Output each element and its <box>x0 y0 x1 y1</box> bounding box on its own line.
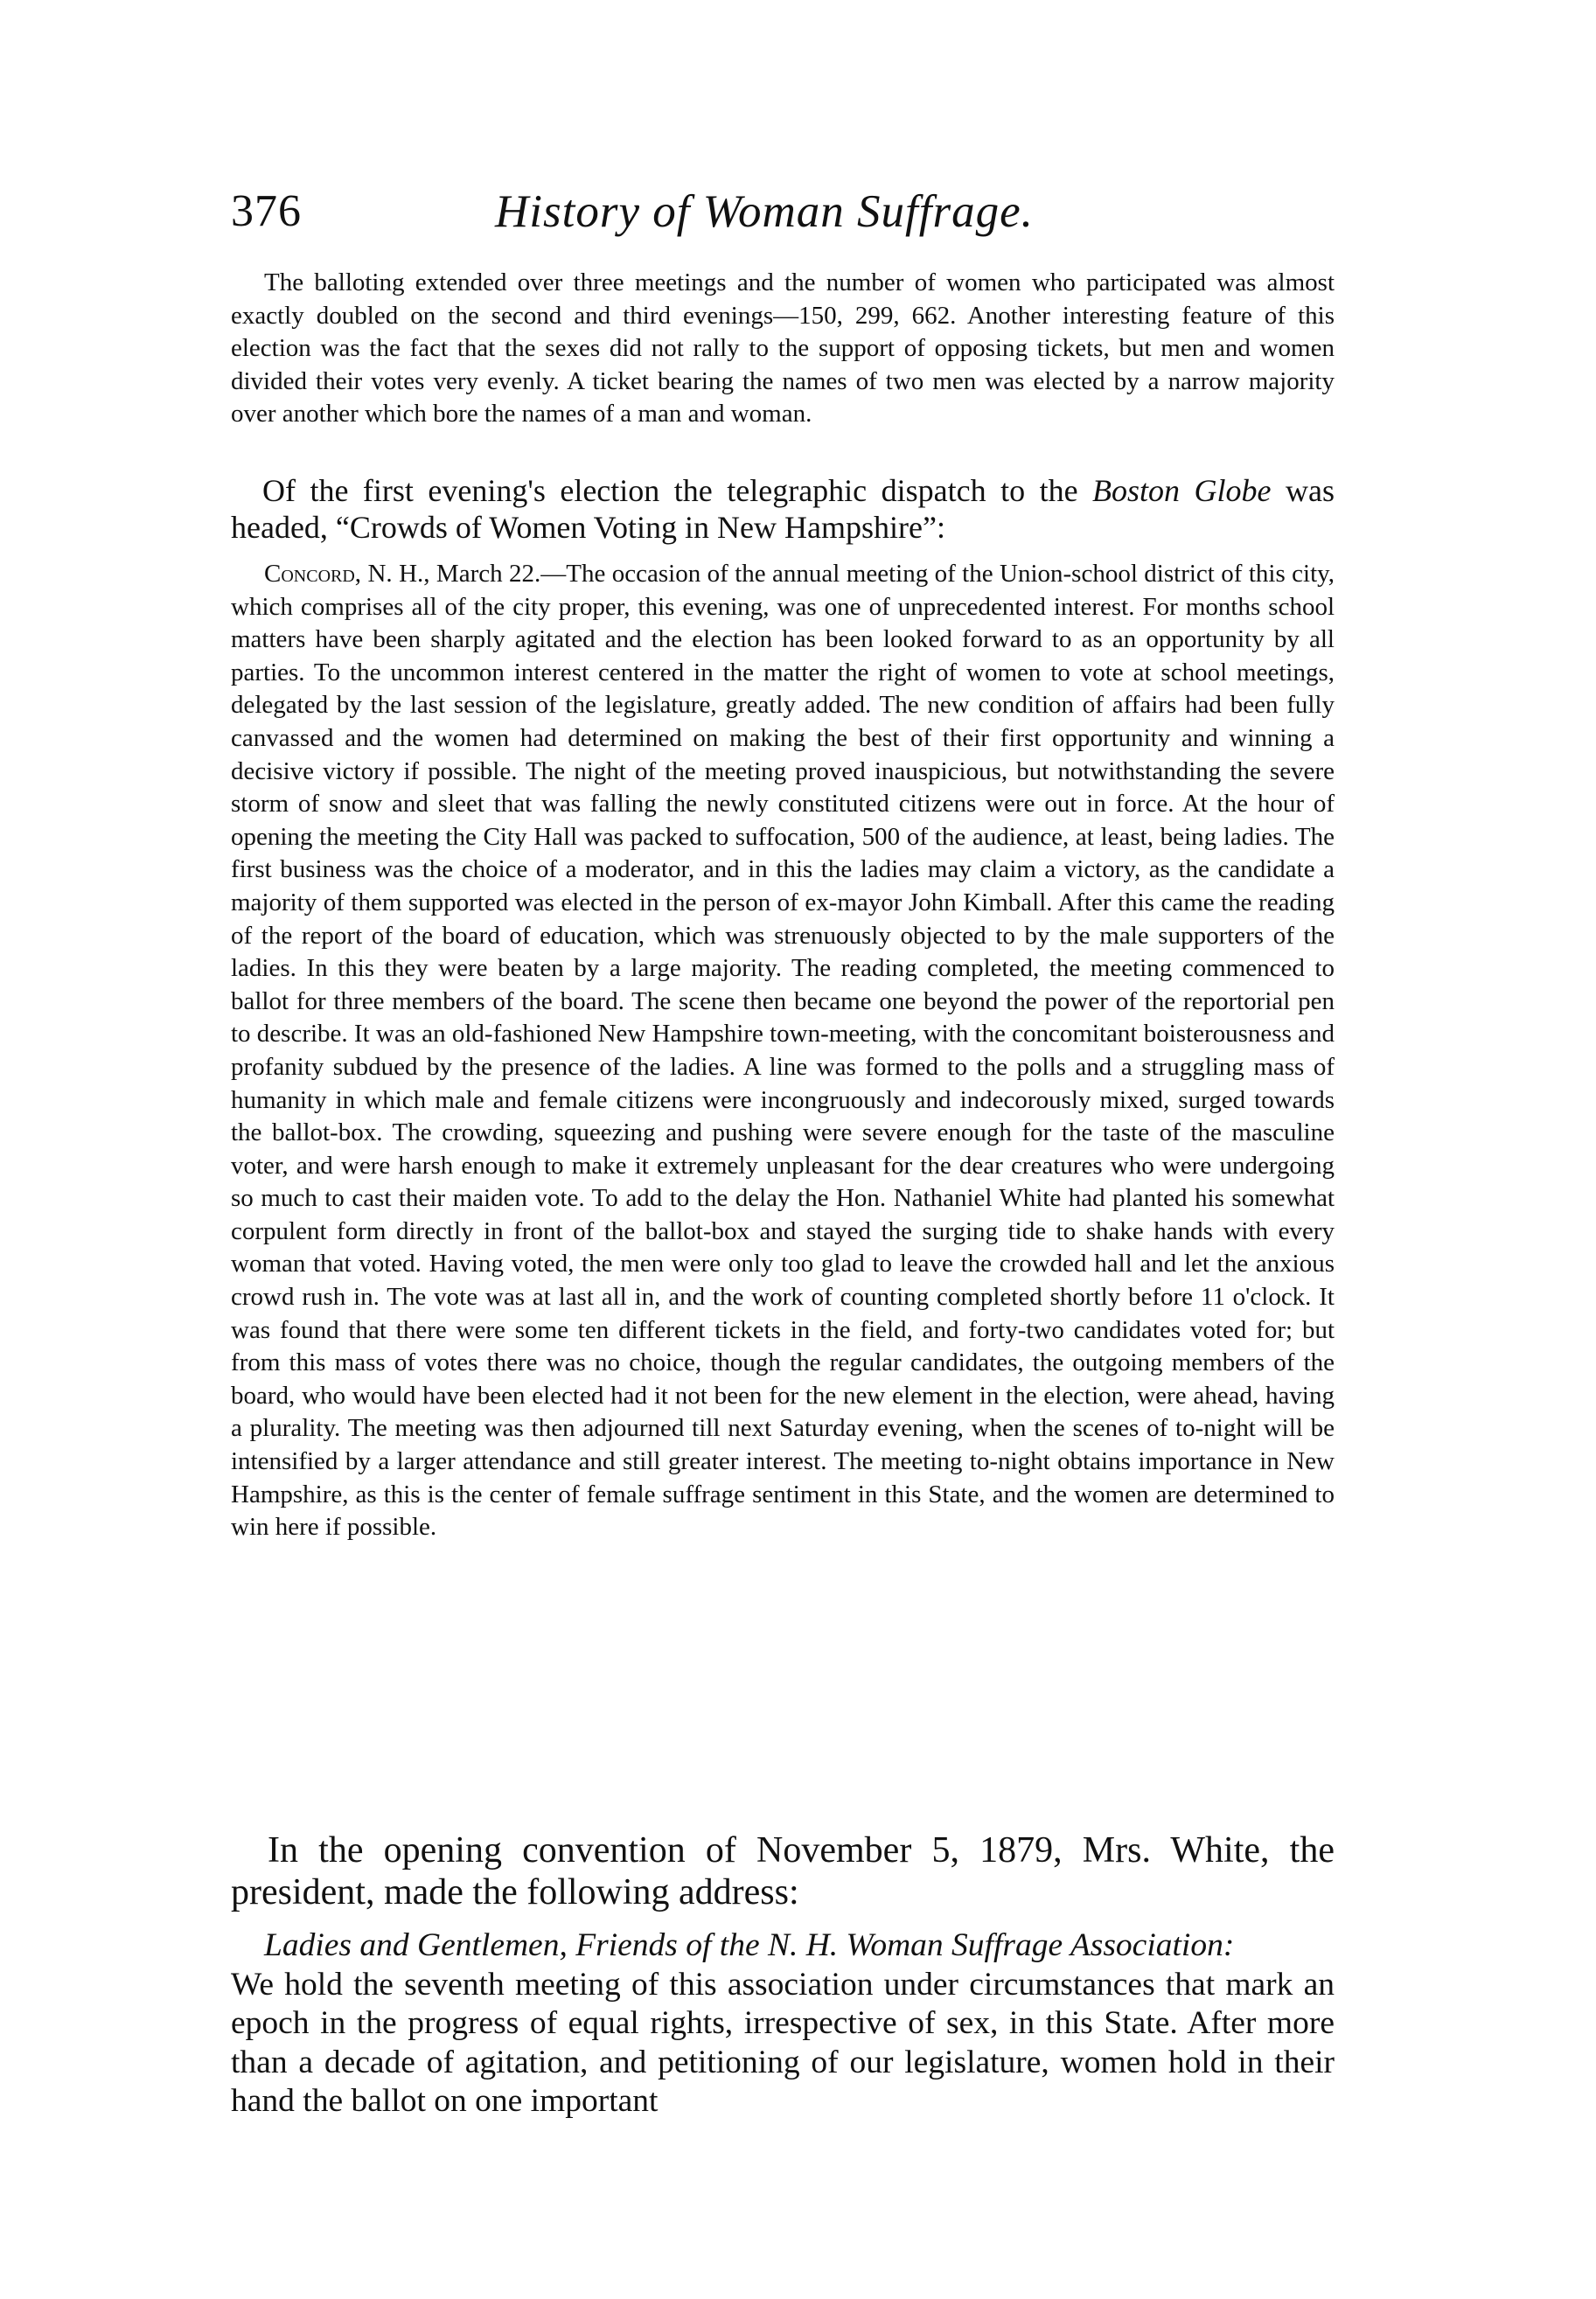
address-block <box>231 1926 1335 2121</box>
running-title: History of Woman Suffrage. <box>495 186 1034 237</box>
page-header <box>231 185 1335 255</box>
balloting-paragraph-block <box>231 267 1335 431</box>
dispatch-intro-text-start: Of the first evening's election the telegraphic dispatch to the <box>262 473 1093 508</box>
page-number: 376 <box>231 186 302 236</box>
address-salutation: Ladies and Gentlemen, Friends of the N. H. Woman Suffrage Association: <box>264 1927 1235 1963</box>
dispatch-intro-paragraph <box>231 472 1335 546</box>
address-body: We hold the seventh meeting of this association under circumstances that mark an epoch in the progress of equal rights, irrespective of sex, in this State. After more than a decade of agitation, and petitioning of our legislature, women hold in their hand the ballot on one important <box>231 1966 1335 2120</box>
dispatch-quote-paragraph <box>231 558 1335 1544</box>
dispatch-intro-block <box>231 472 1335 546</box>
dispatch-quote-block <box>231 558 1335 1544</box>
dispatch-body: March 22.—The occasion of the annual meeting of the Union-school district of this city, which comprises all of the city proper, this evening, was one of unprecedented interest. For months school matters have been sharply agitated and the election has been looked forward to as an opportunity by all parties. To the uncommon interest centered in the matter the right of women to vote at school meetings, delegated by the last session of the legislature, greatly added. The new condition of affairs had been fully canvassed and the women had determined on making the best of their first opportunity and winning a decisive victory if possible. The night of the meeting proved inauspicious, but notwithstanding the severe storm of snow and sleet that was falling the newly constituted citizens were out in force. At the hour of opening the meeting the City Hall was packed to suffocation, 500 of the audience, at least, being ladies. The first business was the choice of a moderator, and in this the ladies may claim a victory, as the candidate a majority of them supported was elected in the person of ex-mayor John Kimball. After this came the reading of the report of the board of education, which was strenuously objected to by the male supporters of the ladies. In this they were beaten by a large majority. The reading completed, the meeting commenced to ballot for three members of the board. The scene then became one beyond the power of the reportorial pen to describe. It was an old-fashioned New Hampshire town-meeting, with the concomitant boisterousness and profanity subdued by the presence of the ladies. A line was formed to the polls and a struggling mass of humanity in which male and female citizens were incongruously and indecorously mixed, surged towards the ballot-box. The crowding, squeezing and pushing were severe enough for the taste of the masculine voter, and were harsh enough to make it extremely unpleasant for the dear creatures who were undergoing so much to cast their maiden vote. To add to the delay the Hon. Nathaniel White had planted his somewhat corpulent form directly in front of the ballot-box and stayed the surging tide to shake hands with every woman that voted. Having voted, the men were only too glad to leave the crowded hall and let the anxious crowd rush in. The vote was at last all in, and the work of counting completed shortly before 11 o'clock. It was found that there were some ten different tickets in the field, and forty-two candidates voted for; but from this mass of votes there was no choice, though the regular candidates, the outgoing members of the board, who would have been elected had it not been for the new element in the election, were ahead, having a plurality. The meeting was then adjourned till next Saturday evening, when the scenes of to-night will be intensified by a larger attendance and still greater interest. The meeting to-night obtains importance in New Hampshire, as this is the center of female suffrage sentiment in this State, and the women are determined to win here if possible. <box>231 560 1335 1542</box>
newspaper-name: Boston Globe <box>1092 473 1272 508</box>
balloting-paragraph: The balloting extended over three meetings and the number of women who participated was almost exactly doubled on the second and third evenings—150, 299, 662. Another interesting feature of this election was the fact that the sexes did not rally to the support of opposing tickets, but men and women divided their votes very evenly. A ticket bearing the names of two men was elected by a narrow majority over another which bore the names of a man and woman. <box>231 268 1335 428</box>
address-paragraph <box>231 1926 1335 2121</box>
convention-paragraph-block <box>231 1829 1335 1913</box>
dispatch-intro-text-end: was headed, “Crowds of Women Voting in New Hampshire”: <box>231 473 1335 545</box>
convention-paragraph: In the opening convention of November 5, 1879, Mrs. White, the president, made the following address: <box>231 1830 1335 1912</box>
dispatch-dateline: Concord, N. H., <box>264 560 430 588</box>
